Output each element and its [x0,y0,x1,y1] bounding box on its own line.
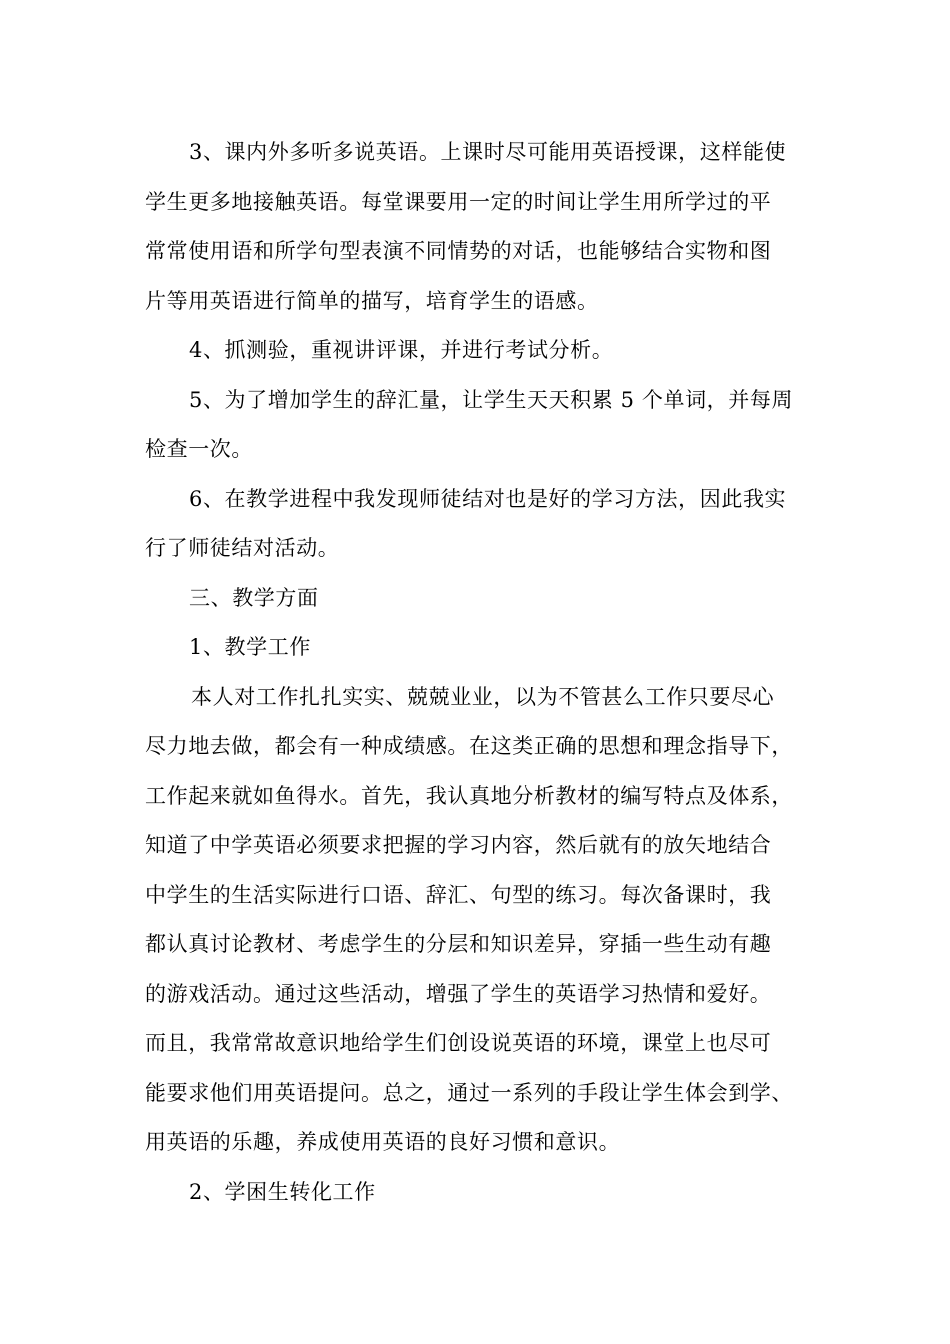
text-line: 能要求他们用英语提问。总之，通过一系列的手段让学生体会到学、 [145,1080,793,1105]
text-line: 1、教学工作 [189,635,311,659]
text-line: 2、学困生转化工作 [189,1179,376,1204]
text-line: 6、在教学进程中我发现师徒结对也是好的学习方法，因此我实 [189,486,787,511]
text-line: 中学生的生活实际进行口语、辞汇、句型的练习。每次备课时，我 [145,882,772,907]
text-line: 检查一次。 [145,437,253,461]
text-line: 工作起来就如鱼得水。首先，我认真地分析教材的编写特点及体系， [145,783,793,808]
text-line: 学生更多地接触英语。每堂课要用一定的时间让学生用所学过的平 [145,189,772,214]
text-line: 行了师徒结对活动。 [145,536,340,560]
text-line: 的游戏活动。通过这些活动，增强了学生的英语学习热情和爱好。 [145,981,772,1006]
paragraph-item-4 [145,326,810,376]
text-line: 本人对工作扎扎实实、兢兢业业，以为不管甚么工作只要尽心 [191,684,775,709]
text-line: 尽力地去做，都会有一种成绩感。在这类正确的思想和理念指导下， [145,734,793,758]
text-line: 都认真讨论教材、考虑学生的分层和知识差异，穿插一些生动有趣 [145,932,772,956]
text-line: 常常使用语和所学句型表演不同情势的对话，也能够结合实物和图 [145,239,772,263]
text-line: 用英语的乐趣，养成使用英语的良好习惯和意识。 [145,1130,621,1154]
text-line: 3、课内外多听多说英语。上课时尽可能用英语授课，这样能使 [189,140,787,164]
document-body [145,128,810,1217]
text-line: 4、抓测验，重视讲评课，并进行考试分析。 [189,338,614,362]
text-line: 5、为了增加学生的辞汇量，让学生天天积累 5 个单词，并每周 [189,387,794,412]
paragraph-item-3 [145,128,810,326]
section-heading [145,574,810,624]
text-line: 三、教学方面 [189,585,319,610]
subsection-heading [145,1168,810,1218]
paragraph-item-5 [145,376,810,475]
body-paragraph [145,673,810,1168]
paragraph-item-6 [145,475,810,574]
text-line: 片等用英语进行简单的描写，培育学生的语感。 [145,288,599,313]
subsection-heading [145,623,810,673]
text-line: 知道了中学英语必须要求把握的学习内容，然后就有的放矢地结合 [145,833,772,857]
text-line: 而且，我常常故意识地给学生们创设说英语的环境，课堂上也尽可 [145,1031,772,1055]
